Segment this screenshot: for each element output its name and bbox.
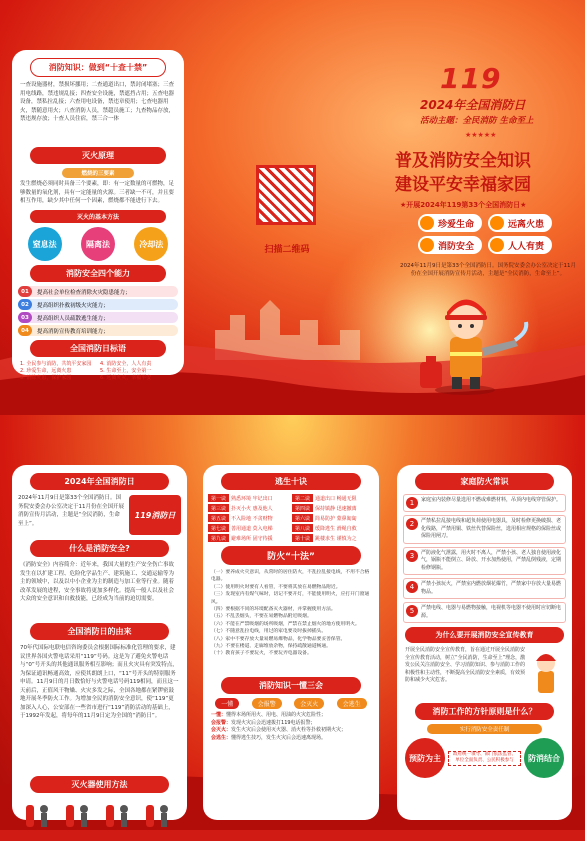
escape-item xyxy=(208,504,290,512)
escape-value: 善用通道 莫入电梯 xyxy=(231,525,273,532)
escape-item xyxy=(292,524,374,532)
know-key: 一懂： xyxy=(211,712,227,718)
policy-banner: 实行消防安全责任制 xyxy=(427,724,542,734)
escape-value: 跳楼求生 谨慎为之 xyxy=(315,535,357,542)
knowledge-panel xyxy=(12,50,184,381)
flame-icon xyxy=(490,216,504,230)
ability-item xyxy=(18,312,178,323)
escape-item xyxy=(208,534,290,542)
escape-item xyxy=(292,534,374,542)
escape-grid xyxy=(208,494,374,542)
home-item-text: 家庭室内装修尽量选用不燃或难燃材料，吊顶内电线穿管保护。 xyxy=(421,497,562,503)
brochure-front xyxy=(0,0,585,415)
info-panel-left xyxy=(12,465,187,820)
pill-item xyxy=(488,236,552,254)
home-item xyxy=(403,547,566,576)
home-item-text: 严禁电线、电器与易燃物接触，电视机等电器不使用时应切断电源。 xyxy=(421,605,562,619)
methods-title: 灭火的基本方法 xyxy=(30,210,166,223)
flame-icon xyxy=(420,216,434,230)
know-key: 会灭火： xyxy=(211,727,232,733)
escape-value: 通道出口 畅通无阻 xyxy=(315,495,357,502)
fire-rules-title: 防火“十法” xyxy=(221,546,361,565)
escape-item xyxy=(208,494,290,502)
know-value: 懂得本场所用火、用电、用油的火灾危险性； xyxy=(226,712,327,718)
policy-center: 政府统一领导、部门依法监管、单位全面负责、公民积极参与 xyxy=(448,751,521,766)
escape-value: 扑灭小火 惠及他人 xyxy=(231,505,273,512)
escape-item xyxy=(292,494,374,502)
home-title: 家庭防火常识 xyxy=(415,473,554,490)
pill-item xyxy=(488,214,552,232)
firefighter-illustration xyxy=(420,282,530,397)
extinguisher-steps-illustration xyxy=(12,797,187,837)
q1-text: 《消防安全》内容简介：近年来，我国大量的生产安全伤亡事故发生在以扩建工程、危险化学品生产、建筑施工、交通运输等为主的领域中，以及以中小企业为主的制造与加工业等行业。随着改革发展的进程，安全事故将更加多样化。提高一般人以及社会大众的安全意识和自救技能，已经成为当前的迫切需要。 xyxy=(20,562,175,602)
escape-key: 第二诀 xyxy=(292,494,313,502)
escape-key: 第三诀 xyxy=(208,504,229,512)
ability-text: 提高组织人员疏散逃生能力； xyxy=(37,315,109,322)
policy-combination: 防消结合 xyxy=(524,738,564,778)
know-tag: 会报警 xyxy=(252,698,282,709)
escape-value: 缓降逃生 滑绳自救 xyxy=(315,525,357,532)
know-key: 会逃生： xyxy=(211,734,232,741)
fire-day-logo: 119消防日 xyxy=(129,495,181,535)
know-value: 发生火灾后会使用灭火器、消火栓等扑救初期火灾； xyxy=(231,727,347,733)
know-value: 发现火灾后会迅速拨打119电话报警； xyxy=(231,719,316,726)
fire-rules-text: （一）要养成火灾意识，从常时的居住防火，不乱拉乱接电线，不用不合格电器。 （二）使用明火时要有人看管，不要将其放在易燃物品附近。 （三）发现室内有煤气味时，切记不要开灯，不能使用明火，应打开门窗通风。 （四）要根据不同的环境配备灭火器材，并掌握使用方法。 （五）不乱丢烟头，不要在易燃物品附近吸烟。 （六）不能在严禁吸烟的场所吸烟，严禁在禁止烟火的地方使用明火。 （七）不随意乱拉电线，用过的家电要及时拔掉插头。 （八）家中不要存放大量易燃易爆物品，化学物品要妥善保管。 （九）不要在楼道、走廊堆放杂物，保持疏散通道畅通。 （十）教育孩子不要玩火，不要玩弄电器设备。 xyxy=(211,570,370,657)
event-banner: ★开展2024年119第33个全国消防日★ xyxy=(400,201,527,209)
headline-line-1: 普及消防安全知识 xyxy=(395,151,531,171)
home-item-text: 严防液化气泄露，用火时不离人，严禁小孩、老人独自使用液化气，锅瓶不能倒立、卧放、开水加热使用，严禁乱倒残液，定期检修钢瓶。 xyxy=(421,549,562,571)
qr-label: 扫描二维码 xyxy=(264,245,310,255)
ability-item xyxy=(18,286,178,297)
escape-title: 逃生十诀 xyxy=(221,473,361,490)
principle-title: 灭火原理 xyxy=(30,147,166,164)
escape-key: 第九诀 xyxy=(208,534,229,542)
know-lines xyxy=(211,712,371,742)
ability-number: 04 xyxy=(18,325,32,336)
know-line xyxy=(211,727,371,735)
item-number-icon: 1 xyxy=(406,497,418,509)
event-subtitle: 活动主题：全民消防 生命至上 xyxy=(420,116,534,126)
item-number-icon: 3 xyxy=(406,550,418,562)
flame-icon xyxy=(490,238,504,252)
escape-value: 不入险地 不贪财物 xyxy=(231,515,273,522)
combustion-label: 燃烧的三要素 xyxy=(62,168,134,178)
slogan-title: 全国消防日标语 xyxy=(30,340,166,357)
extinguisher-title: 灭火器使用方法 xyxy=(30,776,169,793)
escape-value: 保持镇静 迅速撤离 xyxy=(315,505,357,512)
item-number-icon: 2 xyxy=(406,518,418,530)
headline-line-2: 建设平安幸福家园 xyxy=(395,175,531,195)
day-intro: 2024年11月9日是第33个全国消防日。国务院安委会办公室决定于11月份在全国开展消防宣传月活动，主题是“全民消防，生命至上”。 xyxy=(18,495,124,527)
methods-row xyxy=(18,227,178,261)
q2-row xyxy=(20,644,179,772)
info-panel-middle xyxy=(203,465,379,820)
qr-code xyxy=(256,165,316,225)
item-number-icon: 5 xyxy=(406,605,418,617)
ability-item xyxy=(18,325,178,336)
home-item-text: 严禁私拉乱接电线和超负荷使用电器具，及时检修更换破损、老化线路，严禁用铜、铁丝代替保险丝，选用相应规格的保险丝或保险用闸刀。 xyxy=(421,518,562,539)
know-tag: 一懂 xyxy=(215,698,239,709)
ten-checks-text: 一查设施器材，禁损坏挪用；二查通道出口，禁封闭堵塞；三查用电线路，禁违规乱接；四查安全设施，禁遮挡占用；五查电器设备，禁私拉乱接；六查用电设备，禁违章使用；七查电器用火，禁随意用火；八查消防人员，禁超员施工；九查物品存放，禁违规存放；十查人员住宿，禁三合一体 xyxy=(20,82,175,122)
escape-value: 避难场所 固守待援 xyxy=(231,535,273,542)
escape-key: 第八诀 xyxy=(292,524,313,532)
why-row xyxy=(405,647,564,699)
know-tag: 会逃生 xyxy=(337,698,367,709)
event-day-title: 2024年全国消防日 xyxy=(420,98,526,112)
method-isolation: 隔离法 xyxy=(81,227,115,261)
pill-text: 远离火患 xyxy=(508,219,545,230)
escape-value: 熟悉环境 牢记出口 xyxy=(231,495,273,502)
escape-key: 第一诀 xyxy=(208,494,229,502)
know-key: 会报警： xyxy=(211,719,232,726)
info-panel-right xyxy=(397,465,572,820)
escape-key: 第七诀 xyxy=(208,524,229,532)
method-cooling: 冷却法 xyxy=(134,227,168,261)
know-title: 消防知识一懂三会 xyxy=(221,677,361,694)
home-item-text: 严禁小孩玩火，严禁室内燃放烟花爆竹，严禁家中存放大量易燃物品。 xyxy=(421,581,562,595)
escape-item xyxy=(292,514,374,522)
escape-key: 第五诀 xyxy=(208,514,229,522)
abilities-title: 消防安全四个能力 xyxy=(30,265,166,282)
ability-text: 提高组织扑救初级火灾能力； xyxy=(37,302,109,309)
know-tag: 会灭火 xyxy=(294,698,324,709)
know-line xyxy=(211,712,371,720)
know-value: 懂得逃生技巧，发生火灾后会迅速离现场。 xyxy=(231,734,327,741)
escape-key: 第六诀 xyxy=(292,514,313,522)
ability-item xyxy=(18,299,178,310)
ten-checks-title: 消防知识：做到“十查十禁” xyxy=(30,58,166,77)
escape-key: 第四诀 xyxy=(292,504,313,512)
escape-item xyxy=(292,504,374,512)
pill-grid xyxy=(418,214,552,254)
pill-text: 珍爱生命 xyxy=(438,219,475,230)
brochure-back xyxy=(0,415,585,830)
home-list xyxy=(403,494,566,623)
day-title: 2024年全国消防日 xyxy=(30,473,169,490)
principle-text: 发生燃烧必须同时具备三个要素，即：有一定数量的可燃物，足够数量的氧化剂，具有一定能量的火源。三者缺一不可，并且要相互作用，缺少其中任何一个因素，燃烧都不能进行下去。 xyxy=(20,181,175,204)
home-item xyxy=(403,494,566,512)
policy-row xyxy=(405,738,564,778)
know-line xyxy=(211,735,371,743)
stars-decoration: ★★★★★ xyxy=(465,131,497,139)
home-item xyxy=(403,515,566,544)
know-tags xyxy=(209,698,373,709)
pill-item xyxy=(418,236,482,254)
home-item xyxy=(403,578,566,599)
pill-text: 人人有责 xyxy=(508,241,545,252)
know-line xyxy=(211,720,371,728)
policy-title: 消防工作的方针原则是什么？ xyxy=(415,703,554,720)
ability-text: 提高社会单位检查消除火灾隐患能力； xyxy=(37,289,131,296)
method-suffocation: 窒息法 xyxy=(28,227,62,261)
why-text: 开展全民消防安全宣传教育，旨在通过开展全民消防安全宣传教育活动，树立“全民消防，生命至上”理念，激发公民关注消防安全、学习消防知识、参与消防工作的积极性和主动性，不断提高全民消防安全素质，有效预防和减少火灾危害。 xyxy=(405,647,526,683)
escape-value: 简易防护 蒙鼻匍匐 xyxy=(315,515,357,522)
ability-number: 03 xyxy=(18,312,32,323)
why-title: 为什么要开展消防安全宣传教育 xyxy=(405,627,564,643)
event-intro: 2024年11月9日是第33个全国消防日。国务院安委会办公室决定于11月份在全国开展消防宣传月活动，主题是“全民消防，生命至上”。 xyxy=(400,263,576,277)
pill-text: 消防安全 xyxy=(438,241,475,252)
flame-icon xyxy=(420,238,434,252)
slogan-list: 1. 全民参与消防，共筑平安家园 2. 珍爱生命，远离火患 3. 消除火患，保护家园 4. 消防安全，人人有责 5. 生命至上，安全第一 6. 远离火灾，幸福平安 xyxy=(20,361,152,381)
escape-key: 第十诀 xyxy=(292,534,313,542)
day-intro-row xyxy=(18,494,181,536)
q2-title: 全国消防日的由来 xyxy=(30,623,169,640)
escape-item xyxy=(208,514,290,522)
home-item xyxy=(403,602,566,623)
ability-text: 提高消防宣传教育培训能力； xyxy=(37,328,109,335)
firefighter-mascot-icon xyxy=(528,647,564,697)
escape-item xyxy=(208,524,290,532)
q1-title: 什么是消防安全? xyxy=(30,540,169,557)
event-number: 119 xyxy=(440,62,502,95)
item-number-icon: 4 xyxy=(406,581,418,593)
pill-item xyxy=(418,214,482,232)
policy-prevention: 预防为主 xyxy=(405,738,445,778)
ability-number: 01 xyxy=(18,286,32,297)
ability-number: 02 xyxy=(18,299,32,310)
q2-text: 70年代国际电联电信咨询委员会根据国际标准化管理的要求，建议世界各国火警电话采用“119”号码。这是为了避免火警电话与“0”号开头的其他通讯服务相互影响；而且火灾具有突发特点，为保证通讯畅通高效，应使其朗朗上口，“11”号开头的特别服务申请。11月9日的月日数恰好与火警电话号码119相同，而且这一天前后，正值风干物燥、火灾多发之际，全国各地都在紧锣密鼓地开展冬季防火工作。为增加全民的消防安全意识，使“119”更加深入人心，公安部在一些省市进行“119”消防活动的基础上，于1992年发起，将每年的11月9日定为全国的“消防日”。 xyxy=(20,645,179,719)
